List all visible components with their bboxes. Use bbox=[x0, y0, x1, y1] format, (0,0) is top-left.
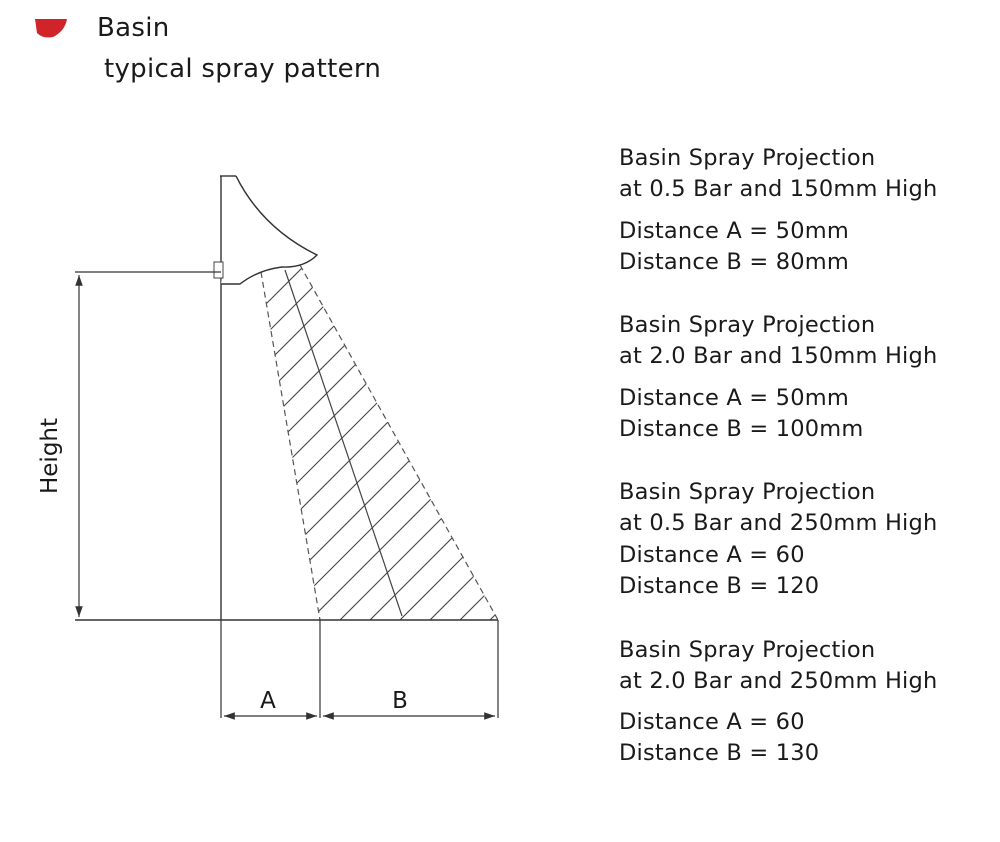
spray-center-line bbox=[285, 270, 402, 616]
spec-3-distance-a: Distance A = 60 bbox=[619, 542, 805, 568]
spec-2-condition: at 2.0 Bar and 150mm High bbox=[619, 343, 938, 369]
spec-1-distance-a: Distance A = 50mm bbox=[619, 218, 849, 244]
distance-a-label: A bbox=[260, 688, 276, 714]
spec-3-distance-b: Distance B = 120 bbox=[619, 573, 820, 599]
spray-specifications-panel bbox=[619, 0, 989, 842]
spec-4-title: Basin Spray Projection bbox=[619, 637, 876, 663]
tap-mount-bracket bbox=[214, 262, 223, 278]
spec-3-condition: at 0.5 Bar and 250mm High bbox=[619, 510, 938, 536]
distance-b-label: B bbox=[392, 688, 408, 714]
spec-3-title: Basin Spray Projection bbox=[619, 479, 876, 505]
spec-1-distance-b: Distance B = 80mm bbox=[619, 249, 849, 275]
spec-4-distance-a: Distance A = 60 bbox=[619, 709, 805, 735]
spec-2-title: Basin Spray Projection bbox=[619, 312, 876, 338]
spec-1-condition: at 0.5 Bar and 150mm High bbox=[619, 176, 938, 202]
page-subtitle: typical spray pattern bbox=[104, 54, 382, 84]
spray-inner-edge bbox=[261, 272, 320, 620]
spec-4-condition: at 2.0 Bar and 250mm High bbox=[619, 668, 938, 694]
height-label: Height bbox=[37, 417, 63, 495]
tap-spout bbox=[221, 176, 317, 284]
spec-2-distance-b: Distance B = 100mm bbox=[619, 416, 864, 442]
spec-2-distance-a: Distance A = 50mm bbox=[619, 385, 849, 411]
page-title: Basin bbox=[97, 13, 170, 43]
spec-4-distance-b: Distance B = 130 bbox=[619, 740, 820, 766]
spray-outer-edge bbox=[300, 265, 498, 620]
spec-1-title: Basin Spray Projection bbox=[619, 145, 876, 171]
